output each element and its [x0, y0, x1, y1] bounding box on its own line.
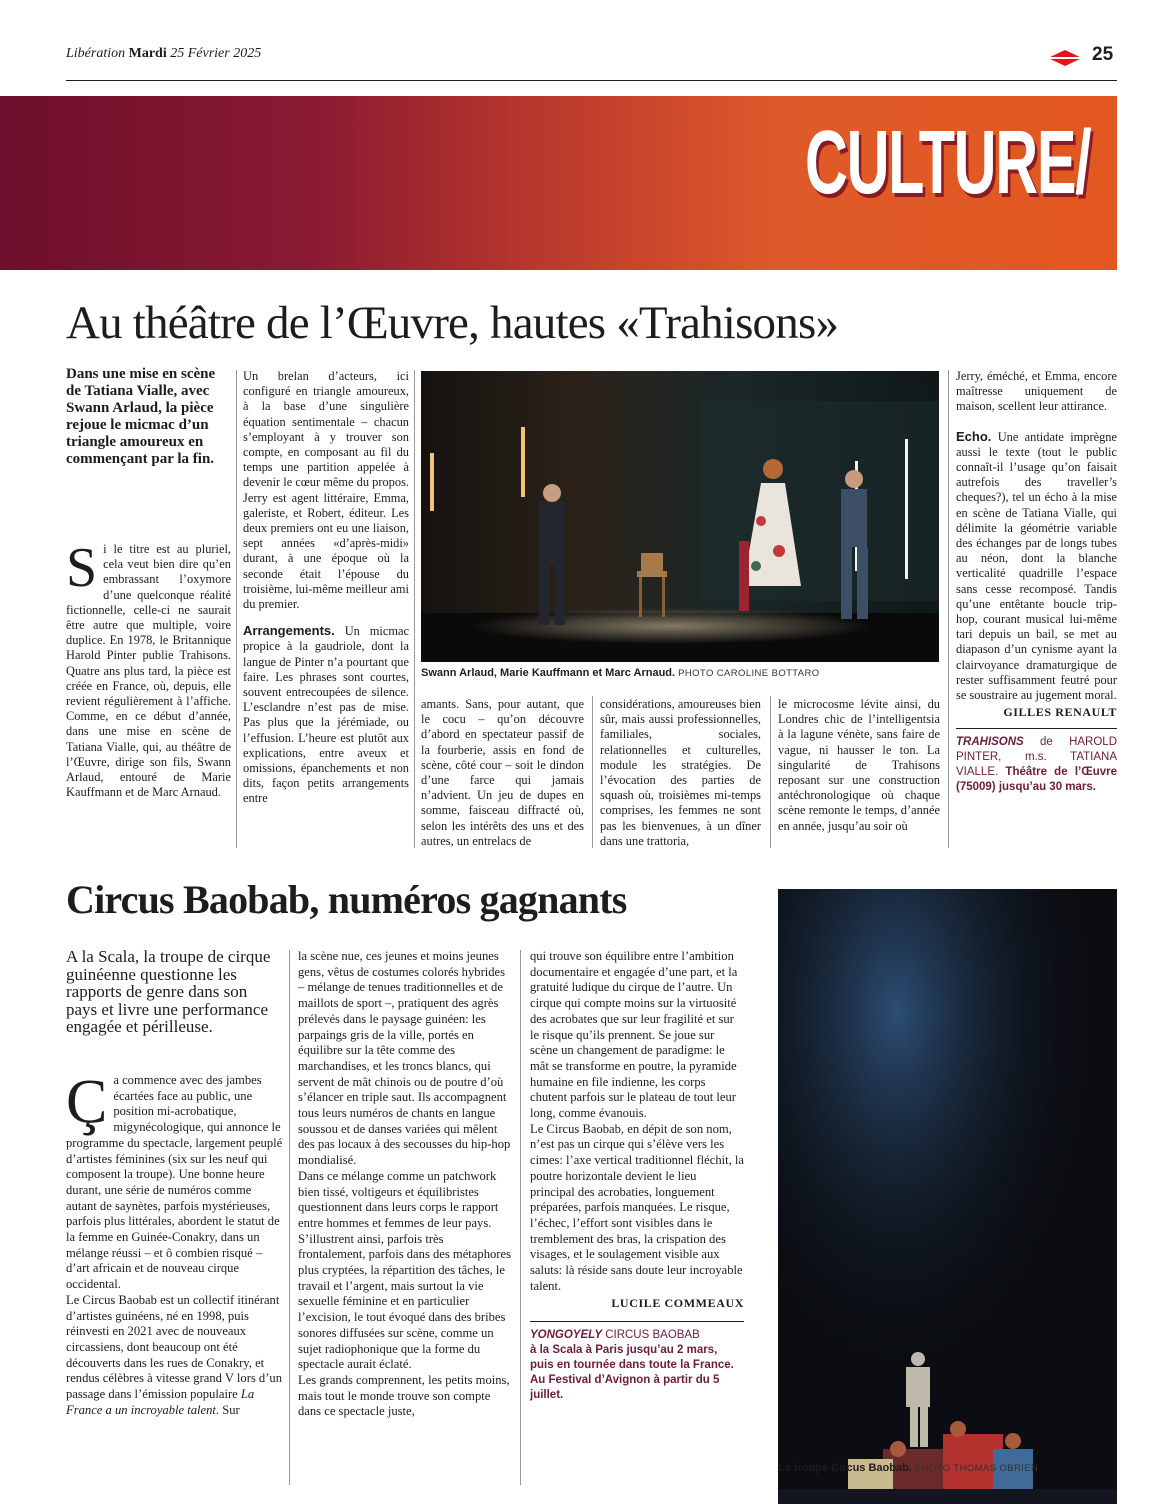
article2-column-1	[66, 1068, 283, 1418]
article2-col1-show-title: La France a un incroyable talent	[66, 1387, 255, 1417]
photo1-credit: PHOTO CAROLINE BOTTARO	[678, 668, 820, 679]
article2-infobox	[530, 1328, 744, 1403]
article1-author: GILLES RENAULT	[1003, 705, 1117, 720]
article1-column-4: considérations, amoureuses bien sûr, mais aussi professionnelles, familiales, sociales, relationnelles et culturelles, module les stratégies. De l’évocation des parties de squash où, troisièmes mi-temps comprises, les femmes ne sont pas les bienvenues, à un dîner dans une trattoria,	[600, 697, 761, 848]
liberation-logo-icon	[1048, 50, 1082, 66]
photo2-credit: PHOTO THOMAS OBRIEN	[914, 1463, 1039, 1474]
header-date: 25 Février 2025	[170, 46, 262, 61]
article2-col2c-text: Les grands comprennent, les petits moins, mais tout le monde trouve son compte dans ce spectacle juste,	[298, 1372, 510, 1419]
article1-info-author: de HAROLD PINTER, m.s. TATIANA VIALLE.	[956, 736, 1117, 779]
section-title: CULTURE/	[805, 113, 1091, 213]
article2-col1b-text: Le Circus Baobab est un collectif itinérant d’artistes guinéens, né en 1998, puis réinvesti en 2021 avec de nouveaux circassiens, dont beaucoup ont été découverts dans les rues de Conakry, et rendus célèbres à vitesse grand V lors d’un passage dans l’émission populaire	[66, 1292, 283, 1402]
newspaper-name: Libération	[66, 46, 126, 61]
article1-info-title: TRAHISONS	[956, 736, 1024, 749]
article2-col2-text: la scène nue, ces jeunes et moins jeunes gens, vêtus de costumes colorés hybrides – mélange de tenues traditionnelles et de maillots de sport –, pratiquent des agrès prélevés dans le paysage guinéen: les parpaings gris de la ville, portés en équilibre sur la tête comme des marchandises, et les troncs blancs, qui servent de mât chinois ou de poutre d’où s’élancer en triple saut. Ils accompagnent tous leurs numéros de chants en langue soussou et de danses variées qui mêlent des pas locaux à des secousses du hip-hop mondialisé.	[298, 949, 511, 1168]
article1-col2a-text: Un brelan d’acteurs, ici configuré en triangle amoureux, à la base d’une singulière équation sentimentale – chacun s’employant à y trouver son compte, en composant au fil du temps une partition appelée à devenir le cœur même du propos. Jerry est agent littéraire, Emma, galeriste, et Robert, éditeur. Les deux premiers ont eu une liaison, sept années «d’après-midi» durant, à une époque où la seconde était l’épouse du troisième, lui-même meilleur ami du premier.	[243, 369, 409, 612]
article2-column-3	[530, 949, 744, 1403]
article2-col1-text: a commence avec des jambes écartées face au public, une position mi-acrobatique, migynécologique, qui annonce le programme du spectacle, largement peuplé d’artistes féminines (six sur les neuf qui composent la troupe). Une bonne heure durant, une série de numéros comme autant de saynètes, parfois mystérieuses, parfois plus littérales, abordent le statut de la femme en Guinée-Conakry, dans un mélange réussi – et ô combien risqué – d’art africain et de nouveau cirque occidental.	[66, 1073, 283, 1292]
photo1-caption-text: Swann Arlaud, Marie Kauffmann et Marc Arnaud.	[421, 667, 676, 679]
article1-col1-text: i le titre est au pluriel, cela veut bien dire qu’en embrassant l’oxymore d’une quelconque réalité fictionnelle, celle-ci ne saurait être autre que multiple, voire duplice. En 1978, le Britannique Harold Pinter publie Trahisons. Quatre ans plus tard, la pièce est créée en France, où, depuis, elle revient régulièrement à l’affiche. Comme, en ce début d’année, dans une mise en scène de Tatiana Vialle, qui, au théâtre de l’Œuvre, dirige son fils, Swann Arlaud, entouré de Marie Kauffmann et de Marc Arnaud.	[66, 542, 231, 800]
article1-col6b-text: Une antidate imprègne aussi le texte (tout le public connaît-il l’usage qu’on faisait autrefois des traveller’s cheques?), tel un écho à la mise en scène de Tatiana Vialle, qui délimite la géométrie variable des échanges par de longs tubes au néon, dont la blanche verticalité quadrille l’espace sans cesse recomposé. Tandis qu’une entêtante boucle trip-hop, courant musical lui-même tari depuis un bail, se met au diapason d’un cynisme ayant la clairvoyance dramaturgique de rester suffisamment feutré pour se soustraire au jugement moral.	[956, 429, 1117, 703]
theatre-stage-photo	[421, 371, 939, 662]
page-number: 25	[1092, 44, 1114, 65]
article2-info-title: YONGOYELY	[530, 1329, 602, 1342]
header-rule	[66, 80, 1117, 81]
column-divider	[414, 370, 415, 848]
article1-intertitle-echo: Echo.	[956, 428, 992, 444]
column-divider	[520, 950, 521, 1485]
column-divider	[770, 696, 771, 848]
column-divider	[948, 370, 949, 848]
article2-col1d-text: . Sur	[215, 1402, 240, 1417]
article1-info-venue: Théâtre de l’Œuvre (75009) jusqu’au 30 mars.	[956, 766, 1117, 794]
page-header	[66, 46, 261, 62]
column-divider	[236, 370, 237, 848]
article2-headline: Circus Baobab, numéros gagnants	[66, 877, 627, 922]
column-divider	[592, 696, 593, 848]
article1-column-6	[956, 369, 1117, 795]
article2-author: LUCILE COMMEAUX	[611, 1296, 744, 1311]
photo2-caption	[778, 1462, 1117, 1474]
article2-col3-text: qui trouve son équilibre entre l’ambition documentaire et engagée d’une part, et la gratuité ludique du cirque de l’autre. Un cirque qui compte moins sur la virtuosité des acrobates que sur leur fragilité et sur le risque qu’ils prennent. Se joue sur scène un changement de paradigme: le mât se transforme en poutre, la pyramide humaine en file indienne, les corps chutent parfois sur le plateau de tout leur long, comme évanouis.	[530, 949, 738, 1121]
article1-standfirst: Dans une mise en scène de Tatiana Vialle, avec Swann Arlaud, la pièce rejoue le micmac d’un triangle amoureux en commençant par la fin.	[66, 366, 216, 467]
article2-column-2	[298, 949, 511, 1420]
photo2-caption-text: La troupe Circus Baobab.	[778, 1462, 912, 1474]
article2-info-dates: à la Scala à Paris jusqu’au 2 mars, puis en tournée dans toute la France. Au Festival d’Avignon à partir du 5 juillet.	[530, 1344, 734, 1402]
circus-pyramid-photo	[778, 889, 1117, 1504]
article1-column-5: le microcosme lévite ainsi, du Londres chic de l’intelligentsia à la lagune vénète, sans faire de vague, ni hausser le ton. La singularité de Trahisons reposant sur une construction antéchronologique où chaque scène remonte le temps, d’année en année, jusqu’au soir où	[778, 697, 940, 833]
article2-standfirst: A la Scala, la troupe de cirque guinéenne questionne les rapports de genre dans son pays et livre une performance engagée et périlleuse.	[66, 947, 271, 1036]
article1-col2b-text: Un micmac propice à la gaudriole, dont la langue de Pinter n’a pourtant que faire. Les phrases sont courtes, souvent entrecoupées de silence. L’esclandre n’est pas de mise. Pas plus que la jérémiade, ou l’effusion. L’heure est plutôt aux explications, entre aveux et omissions, épanchements et non dits, façon petits arrangements entre	[243, 624, 409, 806]
article2-col3b-text: Le Circus Baobab, en dépit de son nom, n’est pas un cirque qui s’élève vers les cimes: l’axe vertical traditionnel fléchit, la poutre horizontale devient le lieu principal des acrobaties, longuement préparées, parfois manquées. Le risque, l’échec, l’effort sont visibles dans le tremblement des bras, la crispation des visages, et le soulagement visible aux saluts: là réside sans doute leur incroyable talent.	[530, 1121, 745, 1293]
article1-headline: Au théâtre de l’Œuvre, hautes «Trahisons»	[66, 297, 839, 349]
info-rule	[530, 1321, 744, 1322]
article1-col6a-text: Jerry, éméché, et Emma, encore maîtresse uniquement de maison, scellent leur attirance.	[956, 369, 1117, 414]
article1-column-2	[243, 369, 409, 807]
article2-info-troupe: CIRCUS BAOBAB	[602, 1329, 700, 1342]
article2-dropcap: Ç	[66, 1068, 108, 1136]
article1-dropcap: S	[66, 537, 98, 599]
column-divider	[289, 950, 290, 1485]
info-rule	[956, 728, 1117, 729]
photo1-caption	[421, 667, 941, 679]
article1-column-1	[66, 537, 231, 800]
header-day: Mardi	[128, 46, 167, 61]
article1-intertitle-arrangements: Arrangements.	[243, 623, 335, 639]
article1-infobox	[956, 735, 1117, 795]
article1-column-3: amants. Sans, pour autant, que le cocu – qu’on découvre d’abord en spectateur passif de la fourberie, assis en fond de scène, côté cour – soit le dindon d’une farce qui jamais n’advient. Un jeu de dupes en somme, faisceau diffracté où, selon les intérêts des uns et des autres, un entrelacs de	[421, 697, 584, 848]
article2-col2b-text: Dans ce mélange comme un patchwork bien tissé, voltigeurs et équilibristes questionnent dans leurs corps le rapport entre hommes et femmes de leur pays. S’illustrent ainsi, parfois très frontalement, parfois dans des métaphores plus cryptées, la répartition des tâches, le travail et l’argent, mais surtout la vie sexuelle féminine et en particulier l’excision, le tout évoqué dans des bribes sonores diffusées sur scène, comme un sujet radiophonique que la forme du spectacle aurait éclaté.	[298, 1168, 511, 1372]
